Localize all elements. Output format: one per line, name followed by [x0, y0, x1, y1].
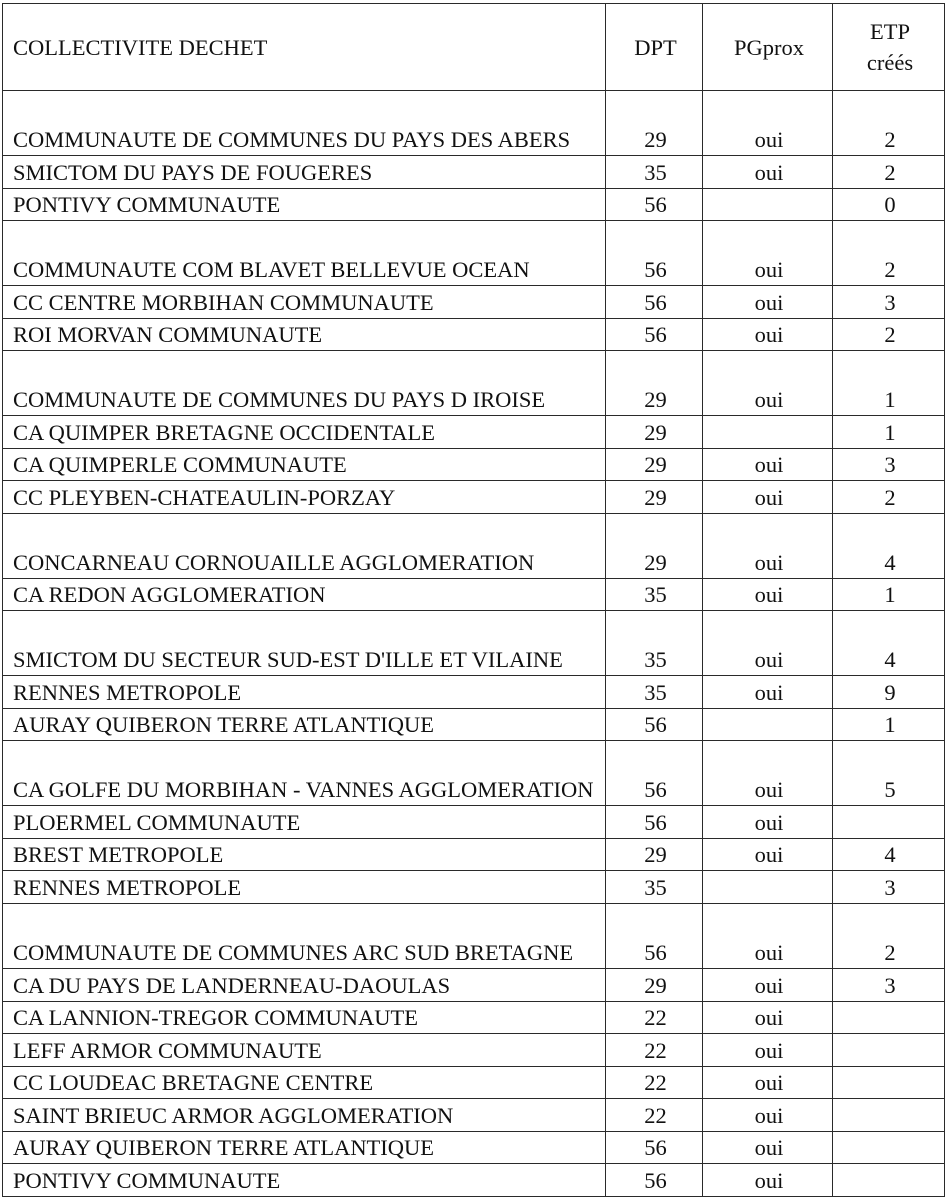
- cell-collectivite: AURAY QUIBERON TERRE ATLANTIQUE: [3, 708, 606, 741]
- cell-etp: 5: [833, 741, 945, 806]
- cell-pgprox: oui: [703, 676, 833, 709]
- cell-etp: [833, 1066, 945, 1099]
- cell-dpt: 29: [606, 448, 703, 481]
- waste-collectivities-table: [2, 3, 945, 1197]
- cell-dpt: 35: [606, 871, 703, 904]
- cell-dpt: 35: [606, 156, 703, 189]
- table-body: [3, 91, 945, 1197]
- cell-dpt: 56: [606, 286, 703, 319]
- table-row: [3, 481, 945, 514]
- cell-collectivite: CA QUIMPER BRETAGNE OCCIDENTALE: [3, 416, 606, 449]
- cell-collectivite: AURAY QUIBERON TERRE ATLANTIQUE: [3, 1131, 606, 1164]
- cell-dpt: 22: [606, 1099, 703, 1132]
- table-row: [3, 1034, 945, 1067]
- table-row: [3, 286, 945, 319]
- table-row: [3, 1001, 945, 1034]
- cell-pgprox: [703, 416, 833, 449]
- cell-pgprox: oui: [703, 1066, 833, 1099]
- cell-etp: 2: [833, 221, 945, 286]
- cell-pgprox: [703, 188, 833, 221]
- table-row: [3, 188, 945, 221]
- cell-pgprox: oui: [703, 1131, 833, 1164]
- table-row: [3, 903, 945, 968]
- cell-pgprox: oui: [703, 351, 833, 416]
- cell-etp: 4: [833, 611, 945, 676]
- cell-pgprox: oui: [703, 481, 833, 514]
- cell-collectivite: PONTIVY COMMUNAUTE: [3, 1164, 606, 1197]
- cell-etp: [833, 1164, 945, 1197]
- cell-collectivite: CA GOLFE DU MORBIHAN - VANNES AGGLOMERATION: [3, 741, 606, 806]
- cell-collectivite: COMMUNAUTE DE COMMUNES ARC SUD BRETAGNE: [3, 903, 606, 968]
- table-row: [3, 741, 945, 806]
- cell-etp: 4: [833, 838, 945, 871]
- cell-collectivite: CONCARNEAU CORNOUAILLE AGGLOMERATION: [3, 513, 606, 578]
- cell-collectivite: CC PLEYBEN-CHATEAULIN-PORZAY: [3, 481, 606, 514]
- cell-dpt: 29: [606, 481, 703, 514]
- table-row: [3, 513, 945, 578]
- cell-etp: [833, 1131, 945, 1164]
- cell-pgprox: oui: [703, 903, 833, 968]
- cell-collectivite: PLOERMEL COMMUNAUTE: [3, 806, 606, 839]
- cell-dpt: 56: [606, 188, 703, 221]
- table-row: [3, 156, 945, 189]
- cell-dpt: 35: [606, 676, 703, 709]
- cell-dpt: 56: [606, 741, 703, 806]
- cell-pgprox: oui: [703, 91, 833, 156]
- cell-collectivite: CA QUIMPERLE COMMUNAUTE: [3, 448, 606, 481]
- cell-pgprox: oui: [703, 286, 833, 319]
- cell-dpt: 29: [606, 969, 703, 1002]
- table-row: [3, 1131, 945, 1164]
- cell-collectivite: SAINT BRIEUC ARMOR AGGLOMERATION: [3, 1099, 606, 1132]
- cell-dpt: 29: [606, 838, 703, 871]
- cell-dpt: 29: [606, 416, 703, 449]
- cell-etp: [833, 1001, 945, 1034]
- cell-etp: 1: [833, 416, 945, 449]
- cell-pgprox: oui: [703, 1164, 833, 1197]
- table-row: [3, 871, 945, 904]
- cell-collectivite: SMICTOM DU PAYS DE FOUGERES: [3, 156, 606, 189]
- cell-collectivite: CA REDON AGGLOMERATION: [3, 578, 606, 611]
- cell-pgprox: oui: [703, 318, 833, 351]
- cell-pgprox: oui: [703, 156, 833, 189]
- table-row: [3, 708, 945, 741]
- cell-dpt: 56: [606, 221, 703, 286]
- cell-dpt: 22: [606, 1001, 703, 1034]
- cell-collectivite: CA LANNION-TREGOR COMMUNAUTE: [3, 1001, 606, 1034]
- cell-collectivite: RENNES METROPOLE: [3, 676, 606, 709]
- cell-etp: [833, 806, 945, 839]
- cell-etp: 2: [833, 156, 945, 189]
- cell-etp: 0: [833, 188, 945, 221]
- table-row: [3, 969, 945, 1002]
- table-row: [3, 1164, 945, 1197]
- cell-pgprox: oui: [703, 838, 833, 871]
- header-collectivite: COLLECTIVITE DECHET: [3, 4, 606, 91]
- cell-dpt: 56: [606, 318, 703, 351]
- cell-etp: 1: [833, 578, 945, 611]
- table-row: [3, 676, 945, 709]
- table-row: [3, 318, 945, 351]
- table-row: [3, 91, 945, 156]
- header-dpt: DPT: [606, 4, 703, 91]
- cell-pgprox: oui: [703, 1001, 833, 1034]
- cell-pgprox: [703, 708, 833, 741]
- cell-etp: 2: [833, 903, 945, 968]
- cell-dpt: 56: [606, 1164, 703, 1197]
- table-row: [3, 611, 945, 676]
- header-row: [3, 4, 945, 91]
- header-etp: [833, 4, 945, 91]
- cell-dpt: 35: [606, 611, 703, 676]
- cell-pgprox: oui: [703, 221, 833, 286]
- cell-pgprox: oui: [703, 611, 833, 676]
- cell-etp: 3: [833, 969, 945, 1002]
- header-etp-line2: créés: [866, 50, 914, 75]
- cell-collectivite: COMMUNAUTE DE COMMUNES DU PAYS DES ABERS: [3, 91, 606, 156]
- cell-pgprox: oui: [703, 1034, 833, 1067]
- cell-dpt: 56: [606, 1131, 703, 1164]
- cell-collectivite: SMICTOM DU SECTEUR SUD-EST D'ILLE ET VILAINE: [3, 611, 606, 676]
- cell-etp: 3: [833, 871, 945, 904]
- cell-etp: 3: [833, 286, 945, 319]
- cell-pgprox: oui: [703, 741, 833, 806]
- cell-etp: 4: [833, 513, 945, 578]
- cell-etp: [833, 1099, 945, 1132]
- cell-pgprox: oui: [703, 1099, 833, 1132]
- document-page: [2, 3, 944, 1197]
- cell-collectivite: PONTIVY COMMUNAUTE: [3, 188, 606, 221]
- cell-pgprox: [703, 871, 833, 904]
- cell-pgprox: oui: [703, 578, 833, 611]
- table-row: [3, 578, 945, 611]
- cell-dpt: 29: [606, 513, 703, 578]
- table-row: [3, 838, 945, 871]
- cell-collectivite: LEFF ARMOR COMMUNAUTE: [3, 1034, 606, 1067]
- cell-collectivite: CA DU PAYS DE LANDERNEAU-DAOULAS: [3, 969, 606, 1002]
- cell-collectivite: COMMUNAUTE DE COMMUNES DU PAYS D IROISE: [3, 351, 606, 416]
- table-row: [3, 806, 945, 839]
- header-etp-line1: ETP: [869, 19, 910, 44]
- table-row: [3, 1099, 945, 1132]
- cell-pgprox: oui: [703, 448, 833, 481]
- table-row: [3, 416, 945, 449]
- cell-dpt: 22: [606, 1034, 703, 1067]
- cell-etp: 1: [833, 708, 945, 741]
- cell-etp: [833, 1034, 945, 1067]
- cell-collectivite: CC CENTRE MORBIHAN COMMUNAUTE: [3, 286, 606, 319]
- cell-dpt: 29: [606, 91, 703, 156]
- cell-dpt: 35: [606, 578, 703, 611]
- cell-dpt: 56: [606, 708, 703, 741]
- cell-dpt: 56: [606, 806, 703, 839]
- cell-pgprox: oui: [703, 806, 833, 839]
- table-row: [3, 448, 945, 481]
- cell-collectivite: RENNES METROPOLE: [3, 871, 606, 904]
- cell-etp: 9: [833, 676, 945, 709]
- cell-collectivite: CC LOUDEAC BRETAGNE CENTRE: [3, 1066, 606, 1099]
- cell-dpt: 22: [606, 1066, 703, 1099]
- cell-etp: 2: [833, 91, 945, 156]
- cell-etp: 3: [833, 448, 945, 481]
- cell-collectivite: BREST METROPOLE: [3, 838, 606, 871]
- cell-etp: 1: [833, 351, 945, 416]
- header-pgprox: PGprox: [703, 4, 833, 91]
- cell-pgprox: oui: [703, 969, 833, 1002]
- table-row: [3, 351, 945, 416]
- cell-pgprox: oui: [703, 513, 833, 578]
- table-row: [3, 221, 945, 286]
- cell-etp: 2: [833, 481, 945, 514]
- cell-dpt: 56: [606, 903, 703, 968]
- cell-etp: 2: [833, 318, 945, 351]
- cell-collectivite: ROI MORVAN COMMUNAUTE: [3, 318, 606, 351]
- cell-dpt: 29: [606, 351, 703, 416]
- table-row: [3, 1066, 945, 1099]
- cell-collectivite: COMMUNAUTE COM BLAVET BELLEVUE OCEAN: [3, 221, 606, 286]
